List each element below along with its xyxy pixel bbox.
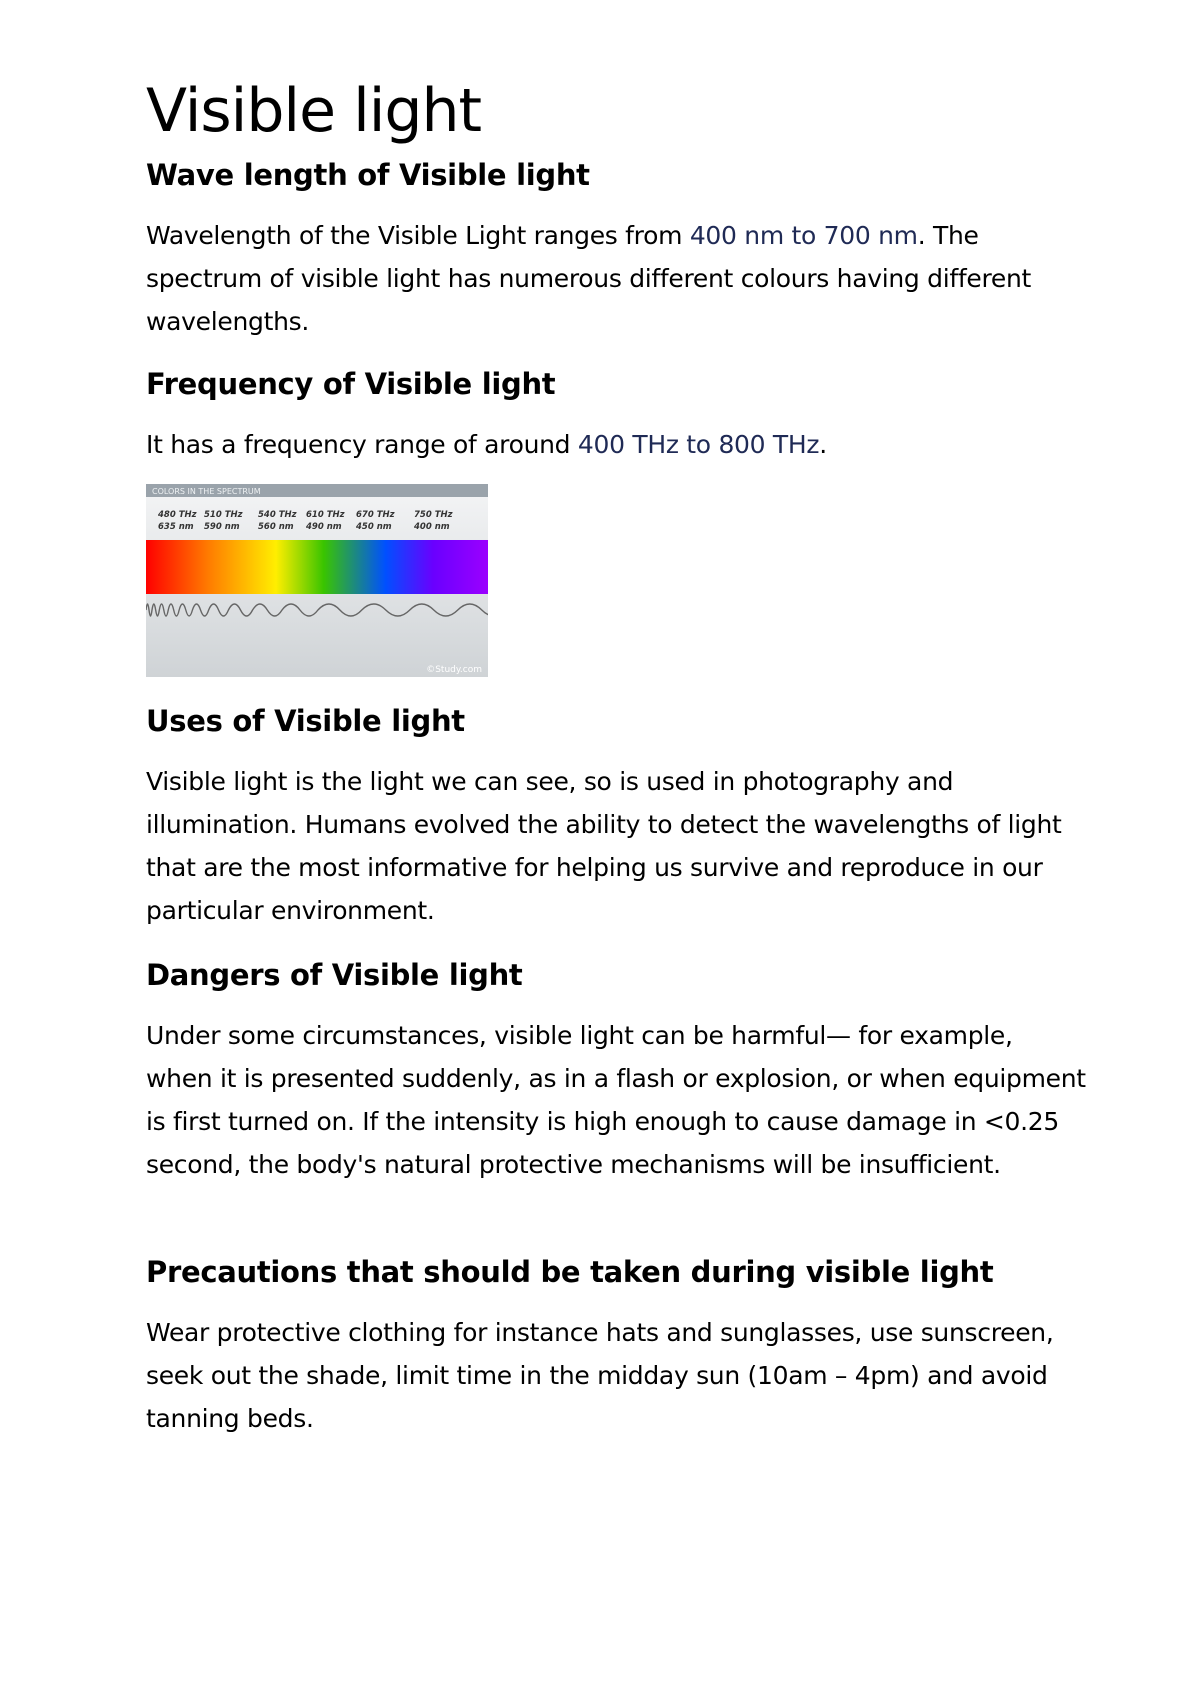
section-heading-precautions: Precautions that should be taken during visible light: [146, 1255, 994, 1289]
figure-watermark: ©Study.com: [426, 665, 482, 675]
band-wavelength-label: 635 nm: [158, 522, 194, 532]
page-title: Visible light: [146, 76, 482, 146]
section-heading-frequency: Frequency of Visible light: [146, 367, 556, 401]
band-frequency-label: 670 THz: [356, 510, 395, 520]
precautions-paragraph: Wear protective clothing for instance hats and sunglasses, use sunscreen, seek out the shade, limit time in the midday sun (10am – 4pm) and avoid tanning beds.: [146, 1318, 1054, 1433]
section-heading-wavelength: Wave length of Visible light: [146, 158, 590, 192]
band-wavelength-label: 590 nm: [204, 522, 240, 532]
band-frequency-label: 540 THz: [258, 510, 297, 520]
wavelength-paragraph: Wavelength of the Visible Light ranges from 400 nm to 700 nm. The spectrum of visible light has numerous different colours having different wavelengths.: [146, 221, 1031, 336]
band-wavelength-label: 450 nm: [356, 522, 392, 532]
spectrum-figure: [146, 484, 488, 677]
band-wavelength-label: 560 nm: [258, 522, 294, 532]
band-wavelength-label: 490 nm: [306, 522, 342, 532]
wavelength-range: 400 nm to 700 nm: [689, 221, 918, 250]
band-frequency-label: 750 THz: [414, 510, 453, 520]
band-frequency-label: 610 THz: [306, 510, 345, 520]
figure-header: COLORS IN THE SPECTRUM: [152, 487, 261, 496]
section-heading-dangers: Dangers of Visible light: [146, 958, 523, 992]
frequency-range: 400 THz to 800 THz: [577, 430, 820, 459]
band-frequency-label: 480 THz: [158, 510, 197, 520]
uses-paragraph: Visible light is the light we can see, so is used in photography and illumination. Humans evolved the ability to detect the wavelengths of light that are the most informative for helping us survive and reproduce in our particular environment.: [146, 767, 1062, 925]
spectrum-gradient-bar: [146, 540, 488, 594]
band-wavelength-label: 400 nm: [414, 522, 450, 532]
section-heading-uses: Uses of Visible light: [146, 704, 465, 738]
band-frequency-label: 510 THz: [204, 510, 243, 520]
frequency-paragraph: It has a frequency range of around 400 THz to 800 THz.: [146, 430, 827, 459]
dangers-paragraph: Under some circumstances, visible light can be harmful— for example, when it is presented suddenly, as in a flash or explosion, or when equipment is first turned on. If the intensity is high enough to cause damage in <0.25 second, the body's natural protective mechanisms will be insufficient.: [146, 1021, 1086, 1179]
spectrum-image: [146, 484, 488, 677]
